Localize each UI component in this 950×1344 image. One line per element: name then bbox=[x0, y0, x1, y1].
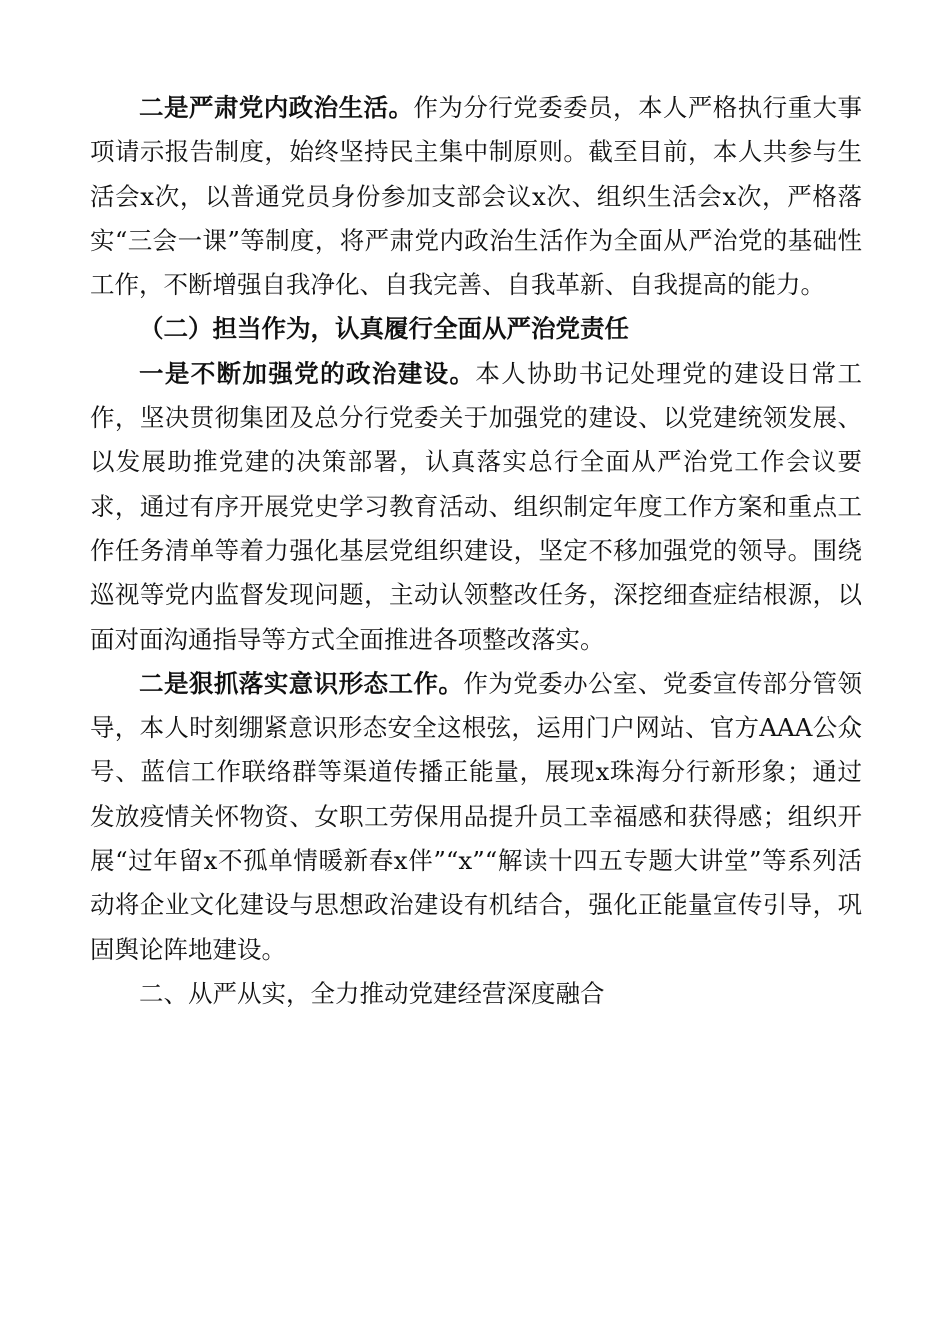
paragraph-body: 作为分行党委委员，本人严格执行重大事项请示报告制度，始终坚持民主集中制原则。截至目前，本人共参与生活会x次，以普通党员身份参加支部会议x次、组织生活会x次，严格落实“三会一课”等制度，将严肃党内政治生活作为全面从严治党的基础性工作，不断增强自我净化、自我完善、自我革新、自我提高的能力。 bbox=[90, 93, 863, 300]
paragraph-political-construction bbox=[90, 352, 862, 662]
paragraph-lead: 一是不断加强党的政治建设。 bbox=[139, 358, 476, 388]
chapter-heading-2: 二、从严从实，全力推动党建经营深度融合 bbox=[139, 978, 605, 1008]
paragraph-lead: 二是狠抓落实意识形态工作。 bbox=[139, 668, 464, 698]
paragraph-political-life bbox=[90, 86, 862, 307]
paragraph-lead: 二是严肃党内政治生活。 bbox=[139, 93, 414, 122]
section-heading-2: （二）担当作为，认真履行全面从严治党责任 bbox=[139, 314, 629, 344]
document-page bbox=[90, 86, 862, 1016]
paragraph-ideology-work bbox=[90, 662, 862, 972]
paragraph-body: 本人协助书记处理党的建设日常工作，坚决贯彻集团及总分行党委关于加强党的建设、以党建统领发展、以发展助推党建的决策部署，认真落实总行全面从严治党工作会议要求，通过有序开展党史学习教育活动、组织制定年度工作方案和重点工作任务清单等着力强化基层党组织建设，坚定不移加强党的领导。围绕巡视等党内监督发现问题，主动认领整改任务，深挖细查症结根源，以面对面沟通指导等方式全面推进各项整改落实。 bbox=[90, 358, 863, 654]
paragraph-body: 作为党委办公室、党委宣传部分管领导，本人时刻绷紧意识形态安全这根弦，运用门户网站、官方AAA公众号、蓝信工作联络群等渠道传播正能量，展现x珠海分行新形象；通过发放疫情关怀物资、女职工劳保用品提升员工幸福感和获得感；组织开展“过年留x不孤单情暖新春x伴”“x”“解读十四五专题大讲堂”等系列活动将企业文化建设与思想政治建设有机结合，强化正能量宣传引导，巩固舆论阵地建设。 bbox=[90, 668, 863, 964]
